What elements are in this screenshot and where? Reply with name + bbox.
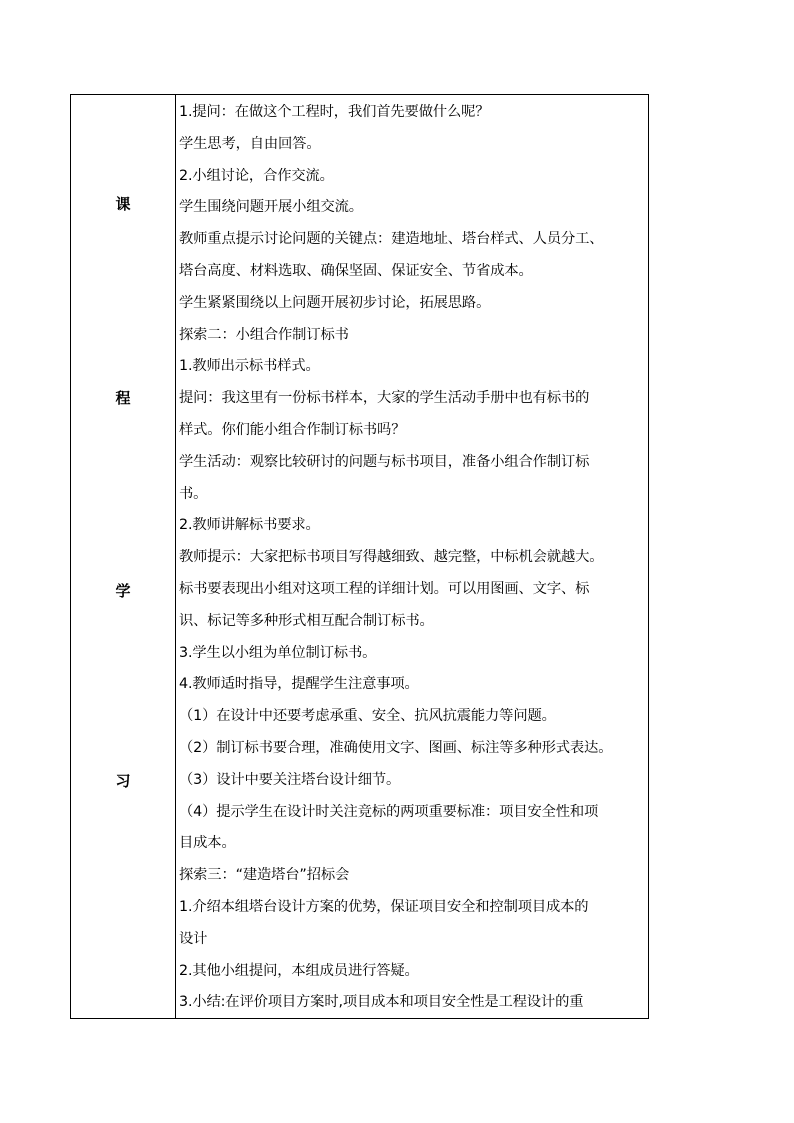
content-line: 1.提问：在做这个工程时，我们首先要做什么呢？ — [179, 104, 490, 120]
content-line: 学生活动：观察比较研讨的问题与标书项目，准备小组合作制订标 — [179, 453, 590, 470]
content-line: 2.小组讨论，合作交流。 — [179, 167, 334, 184]
content-line: 探索三：“建造塔台”招标会 — [179, 867, 350, 884]
content-line: （3）设计中要关注塔台设计细节。 — [179, 771, 401, 788]
content-line: （2）制订标书要合理，准确使用文字、图画、标注等多种形式表达。 — [179, 739, 613, 756]
content-line: 标书要表现出小组对这项工程的详细计划。可以用图画、文字、标 — [179, 580, 590, 597]
content-line: 提问：我这里有一份标书样本，大家的学生活动手册中也有标书的 — [179, 390, 590, 407]
section-label-char: 学 — [115, 582, 131, 600]
section-label-char: 习 — [115, 772, 131, 790]
content-line: 3.小结:在评价项目方案时,项目成本和项目安全性是工程设计的重 — [179, 994, 584, 1011]
content-line: 3.学生以小组为单位制订标书。 — [179, 644, 377, 661]
content-line: 目成本。 — [179, 835, 236, 852]
content-line: 学生围绕问题开展小组交流。 — [179, 199, 363, 216]
content-line: 2.其他小组提问，本组成员进行答疑。 — [179, 962, 419, 979]
content-line: 1.教师出示标书样式。 — [179, 358, 320, 375]
lesson-content — [176, 95, 648, 1018]
lesson-table — [70, 94, 649, 1019]
content-line: 塔台高度、材料选取、确保坚固、保证安全、节省成本。 — [179, 262, 533, 279]
content-line: 书。 — [179, 485, 208, 502]
content-line: 识、标记等多种形式相互配合制订标书。 — [179, 612, 434, 629]
content-line: 探索二：小组合作制订标书 — [179, 326, 349, 343]
content-line: 设计 — [179, 930, 208, 947]
content-lines — [179, 97, 648, 1018]
section-label-char: 课 — [115, 195, 131, 213]
content-line: 教师重点提示讨论问题的关键点：建造地址、塔台样式、人员分工、 — [179, 231, 604, 248]
section-label-column — [71, 95, 176, 1018]
content-line: 学生紧紧围绕以上问题开展初步讨论，拓展思路。 — [179, 294, 491, 311]
content-line: 学生思考，自由回答。 — [179, 135, 321, 152]
content-line: （1）在设计中还要考虑承重、安全、抗风抗震能力等问题。 — [179, 708, 556, 725]
content-line: 1.介绍本组塔台设计方案的优势，保证项目安全和控制项目成本的 — [179, 898, 589, 915]
content-line: 教师提示：大家把标书项目写得越细致、越完整，中标机会就越大。 — [179, 549, 604, 566]
content-line: （4）提示学生在设计时关注竞标的两项重要标准：项目安全性和项 — [179, 803, 599, 820]
section-label-char: 程 — [115, 389, 131, 407]
content-line: 2.教师讲解标书要求。 — [179, 517, 320, 534]
content-line: 样式。你们能小组合作制订标书吗？ — [179, 421, 406, 438]
content-line: 4.教师适时指导，提醒学生注意事项。 — [179, 676, 419, 693]
